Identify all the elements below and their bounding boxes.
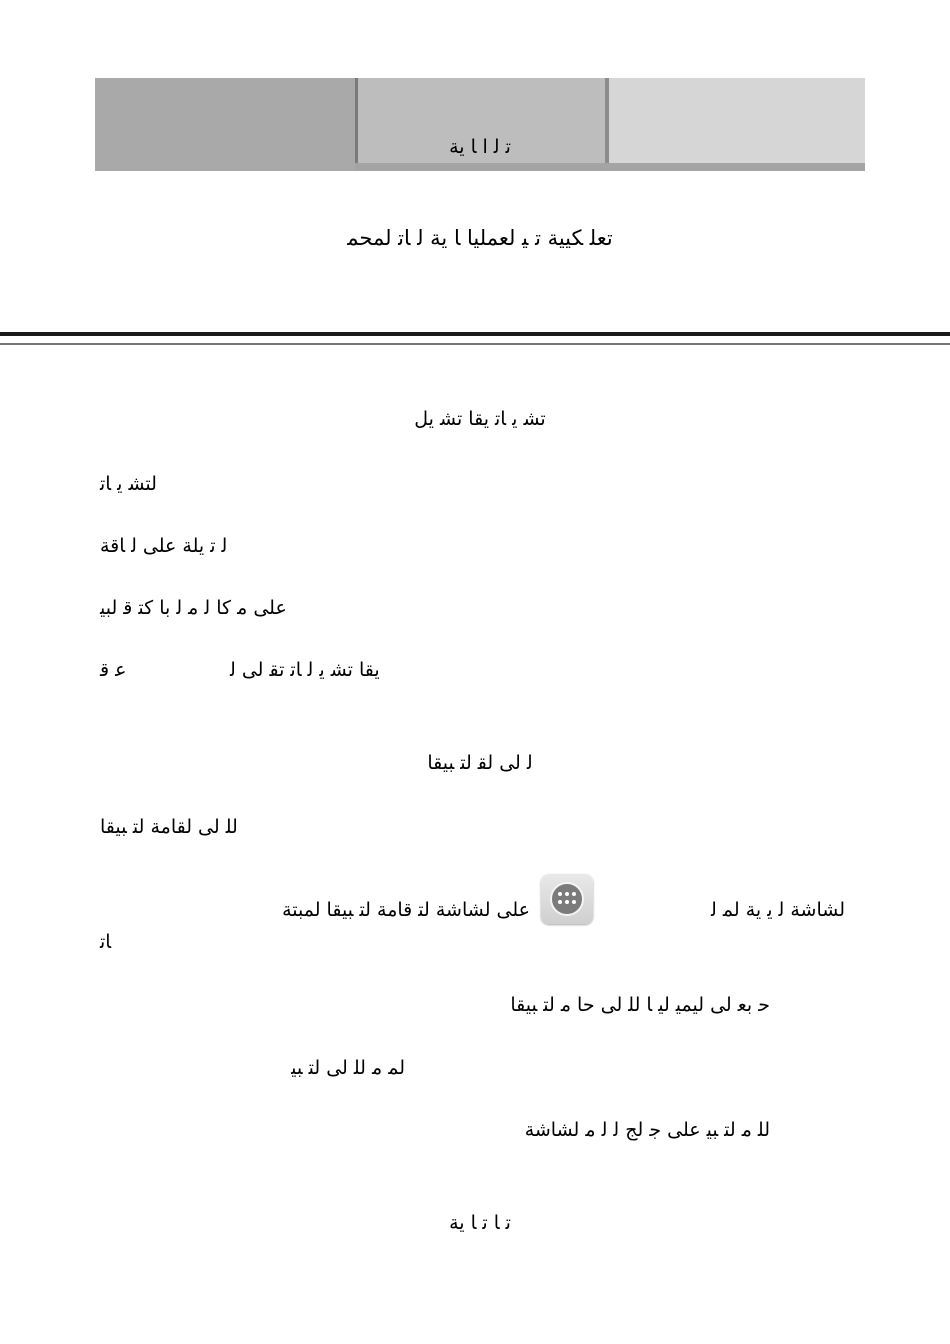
apps-drawer-icon <box>541 874 593 924</box>
header-block-right <box>605 78 865 171</box>
header-tab-label: ﺗ ﻟ ا ﺎ ﻳﺔ <box>449 136 511 158</box>
section1-line-2: ﻟ ﺗ ﻳﻠﺔ ﻋﻠﻰ ﻟ ﺎﻗﺔ <box>100 535 228 557</box>
section2-line-3: ﺣ ﺑﻌ ﻟﻰ ﻟﻴﻤﻴ ﻟﻴ ﺎ ﻟﻠ ﻟﻰ ﺣﺎ ﻣ ﻟﺘ ﺒﻴﻘﺎ <box>510 994 770 1016</box>
document-subtitle: ﺗﻌﻠ ﻜﻴﻴﺔ ﺗ ﻴ ﻟﻌﻤﻠﻴﺎ ﺎ ﻳﺔ ﻟ ﺎﺗ ﻟﻤﺤﻤ <box>347 226 613 250</box>
section1-line-4-left: ﻋ ﻗ <box>100 659 127 681</box>
section1-line-4-right: ﻳﻘﺎ ﺗﺸ ﻳ ﻟ ﺎﺗ ﺗﻘ ﻟﻰ ﻟ <box>230 659 380 681</box>
section-heading-1: ﺗﺸ ﻳ ﺎﺗ ﻳﻘﺎ ﺗﺸ ﻳﻞ <box>414 408 546 430</box>
section2-line-4: ﻟﻤ ﻣ ﻟﻠ ﻟﻰ ﻟﺘ ﺒﻴ <box>291 1057 405 1079</box>
section2-line-5: ﻟﻠ ﻣ ﻟﺘ ﺒﻴ ﻋﻠﻰ ﺟ ﻟﺞ ﻟ ﻟ ﻣ ﻟﺸﺎﺷﺔ <box>524 1119 770 1141</box>
section2-line-2-right: ﻟﺸﺎﺷﺔ ﻟ ﻳ ﻳﺔ ﻟﻤ ﻟ <box>711 899 845 921</box>
section-heading-2: ﻟ ﻟﻰ ﻟﻘ ﻟﺘ ﺒﻴﻘﺎ <box>427 752 533 774</box>
section1-line-3: ﻋﻠﻰ ﻣ ﻛﺎ ﻟ ﻣ ﻟ ﺑﺎ ﻛﺘ ﻗ ﻟﺒﻴ <box>100 597 287 619</box>
section-heading-3: ﺗ ﺎ ﺗ ﺎ ﻳﺔ <box>449 1212 511 1234</box>
section1-line-1: ﻟﺘﺸ ﻳ ﺎﺗ <box>100 473 157 495</box>
section2-line-2-continuation: ﺎﺗ <box>100 931 112 953</box>
section2-line-2-left: ﻋﻠﻰ ﻟﺸﺎﺷﺔ ﻟﺘ ﻗﺎﻣﺔ ﻟﺘ ﺒﻴﻘﺎ ﻟﻤﺒﺘﺔ <box>282 899 530 921</box>
divider-thin <box>0 343 950 345</box>
section2-line-1: ﻟﻠ ﻟﻰ ﻟﻘﺎﻣﺔ ﻟﺘ ﺒﻴﻘﺎ <box>100 816 238 838</box>
header-underline <box>355 163 865 171</box>
divider-thick <box>0 332 950 336</box>
header-block-left <box>95 78 355 171</box>
